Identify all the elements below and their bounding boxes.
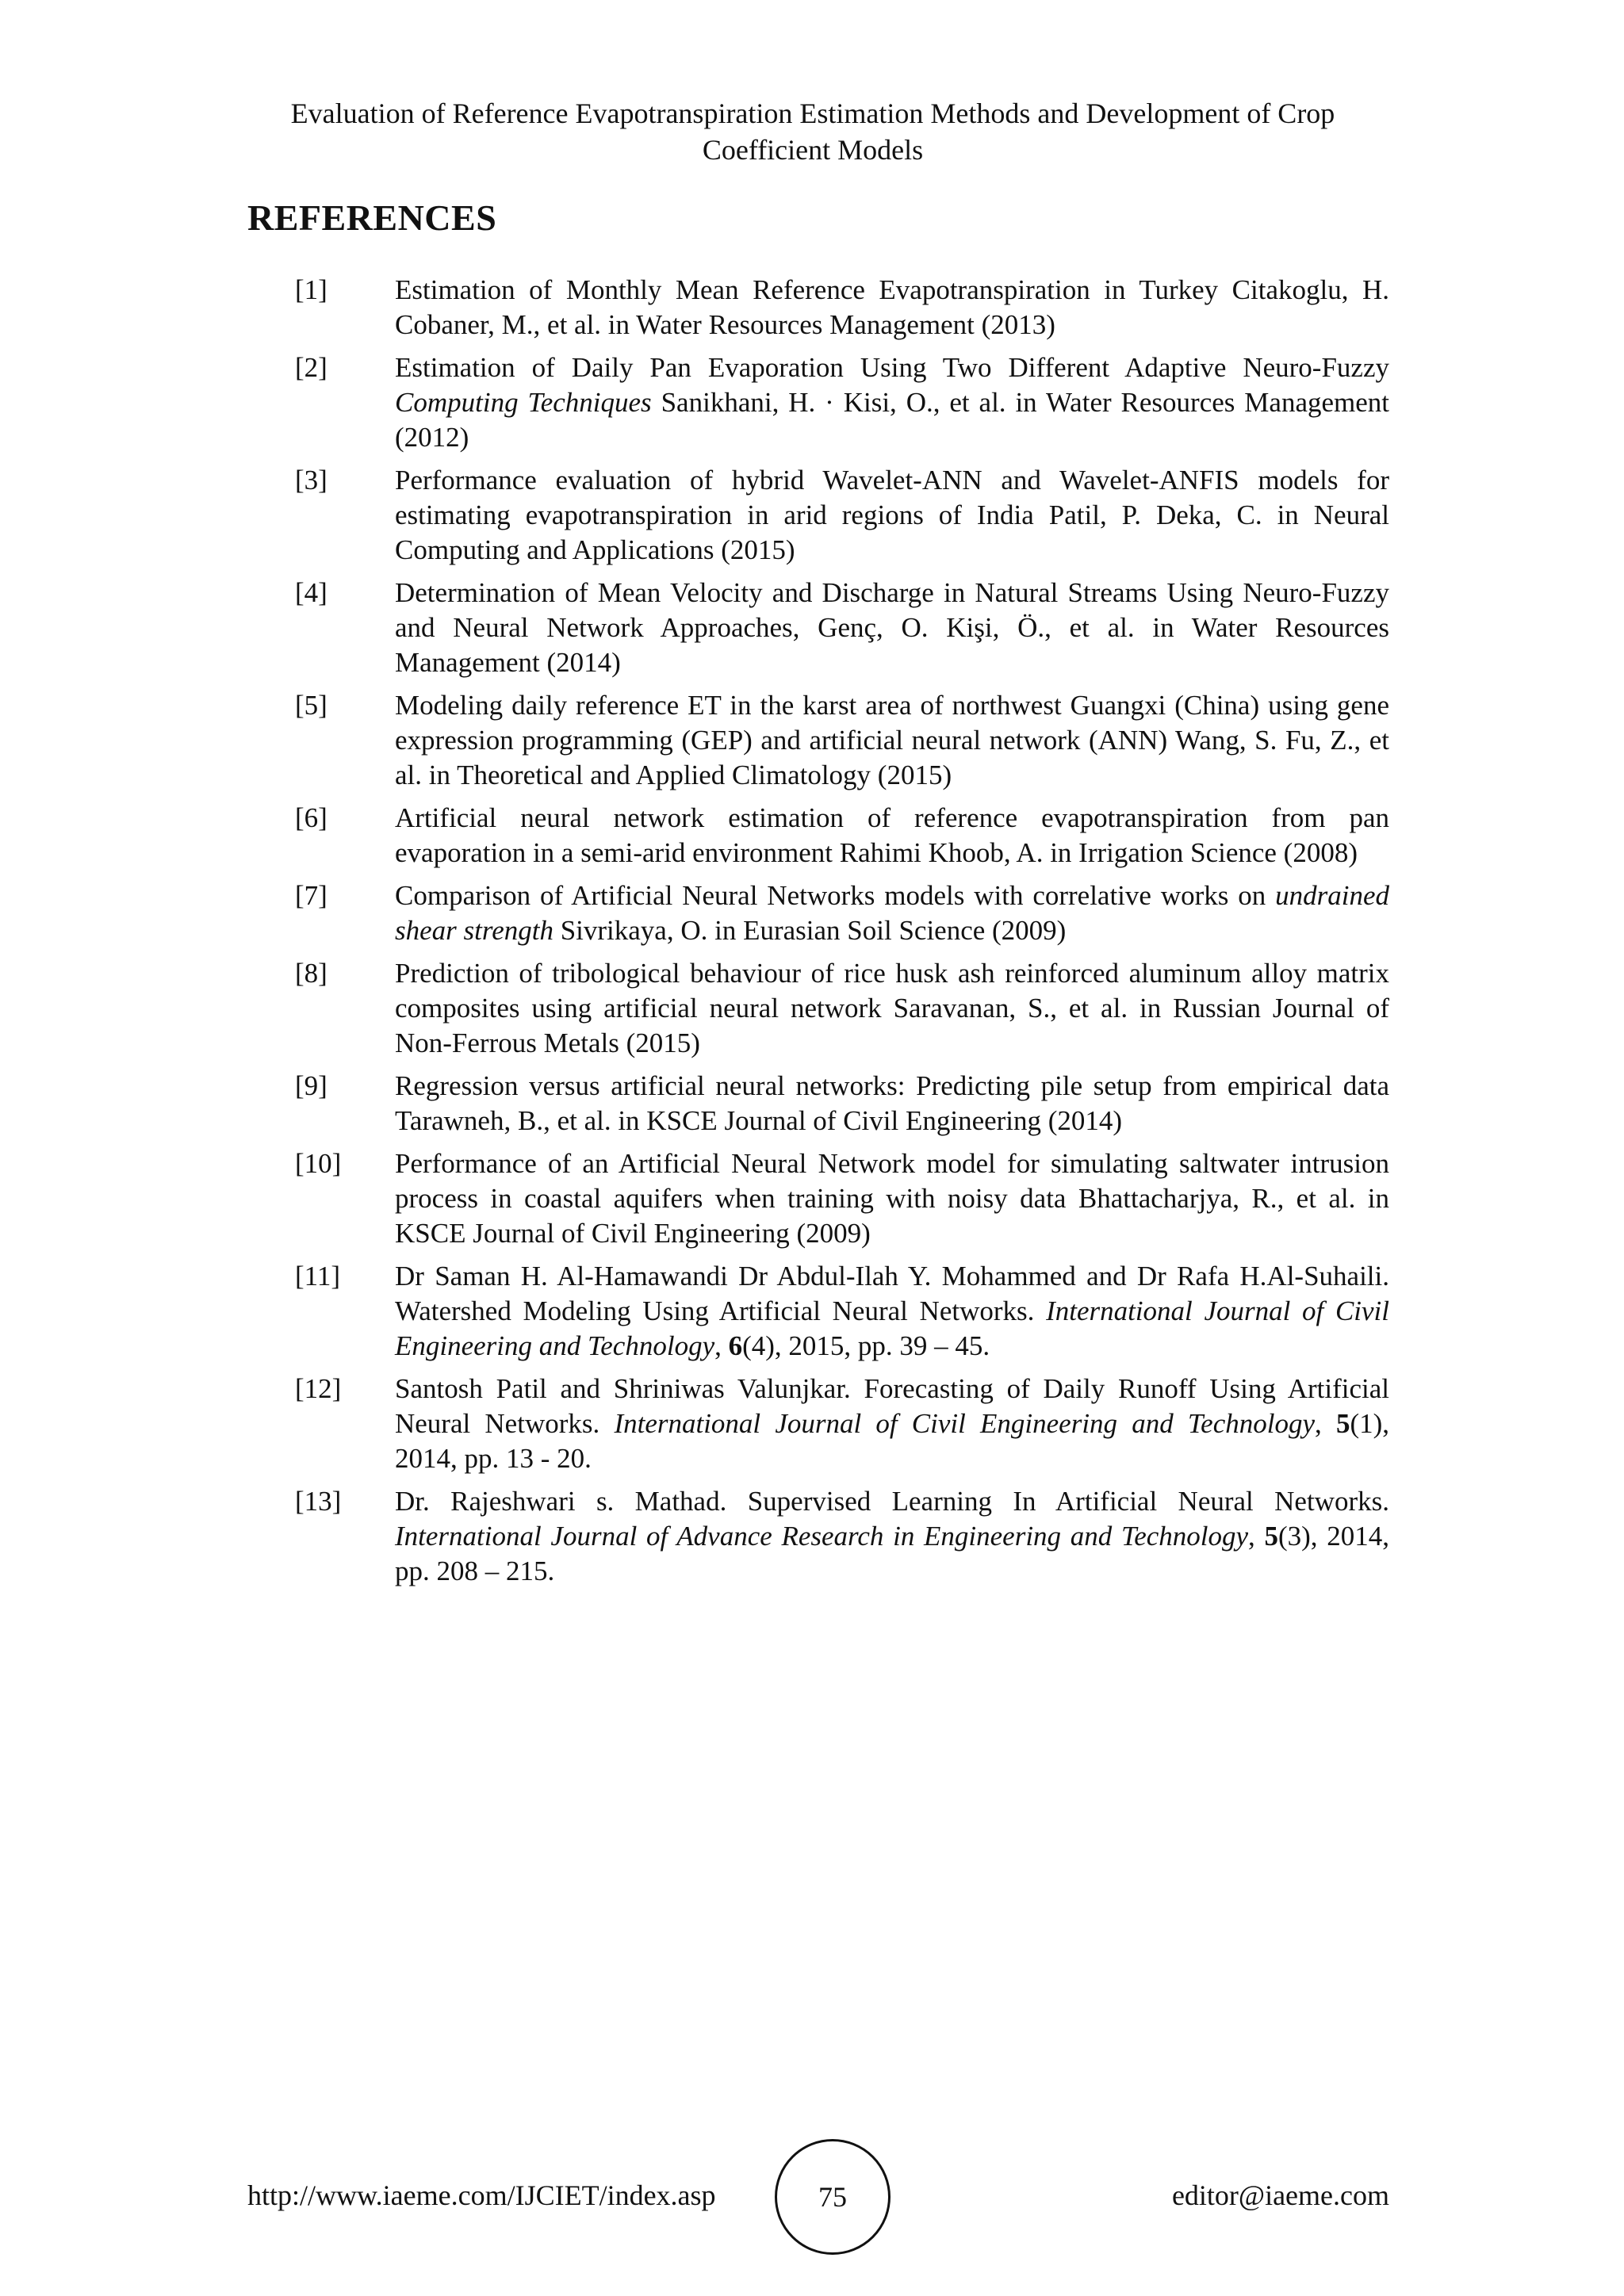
reference-segment: Artificial neural network estimation of reference evapotranspiration from pan evaporation in a semi-arid environment Rahimi Khoob, A. in Irrigation Science (2008) xyxy=(395,802,1389,868)
reference-item xyxy=(295,576,1389,680)
reference-text xyxy=(395,1484,1389,1589)
reference-segment: Santosh Patil and Shriniwas Valunjkar. Forecasting of Daily Runoff Using Artificial Neural Networks. xyxy=(395,1373,1389,1439)
reference-segment: Prediction of tribological behaviour of rice husk ash reinforced aluminum alloy matrix composites using artificial neural network Saravanan, S., et al. in Russian Journal of Non-Ferrous Metals (2015) xyxy=(395,958,1389,1058)
reference-text xyxy=(395,463,1389,568)
reference-item xyxy=(295,956,1389,1061)
reference-item xyxy=(295,350,1389,455)
reference-italic-segment: undrained shear strength xyxy=(395,880,1389,946)
running-header-line-2: Coefficient Models xyxy=(702,134,924,166)
reference-segment: Sivrikaya, O. in Eurasian Soil Science (2009) xyxy=(553,915,1067,946)
reference-italic-segment: International Journal of Civil Engineering and Technology xyxy=(614,1408,1316,1439)
reference-segment: Determination of Mean Velocity and Discharge in Natural Streams Using Neuro-Fuzzy and Neural Network Approaches, Genç, O. Kişi, Ö., et al. in Water Resources Management (2014) xyxy=(395,577,1389,678)
reference-text xyxy=(395,878,1389,948)
reference-bold-segment: 5 xyxy=(1264,1521,1278,1552)
reference-segment: Dr. Rajeshwari s. Mathad. Supervised Learning In Artificial Neural Networks. xyxy=(395,1486,1389,1517)
reference-segment: Regression versus artificial neural networks: Predicting pile setup from empirical data Tarawneh, B., et al. in KSCE Journal of Civil Engineering (2014) xyxy=(395,1070,1389,1136)
reference-number: [7] xyxy=(295,880,327,911)
running-header xyxy=(230,95,1396,168)
reference-segment: Estimation of Daily Pan Evaporation Using Two Different Adaptive Neuro-Fuzzy xyxy=(395,352,1389,383)
reference-text xyxy=(395,801,1389,871)
reference-number: [12] xyxy=(295,1373,342,1404)
reference-italic-segment: Computing Techniques xyxy=(395,387,652,418)
reference-item xyxy=(295,1259,1389,1364)
reference-text xyxy=(395,1069,1389,1138)
reference-item xyxy=(295,1484,1389,1589)
reference-segment: (1), 2014, pp. 13 - 20. xyxy=(395,1408,1390,1474)
reference-item xyxy=(295,801,1389,871)
reference-text xyxy=(395,688,1389,793)
reference-item xyxy=(295,1069,1389,1138)
reference-text xyxy=(395,956,1389,1061)
reference-italic-segment: International Journal of Advance Research in Engineering and Technology xyxy=(395,1521,1249,1552)
reference-number: [8] xyxy=(295,958,327,989)
footer-email[interactable]: editor@iaeme.com xyxy=(1171,2179,1389,2211)
reference-number: [3] xyxy=(295,465,327,496)
reference-text xyxy=(395,1146,1389,1251)
reference-number: [6] xyxy=(295,802,327,833)
reference-segment: , xyxy=(1315,1408,1336,1439)
reference-segment: (3), 2014, pp. 208 – 215. xyxy=(395,1521,1389,1586)
reference-segment: Estimation of Monthly Mean Reference Evapotranspiration in Turkey Citakoglu, H. Cobaner, M., et al. in Water Resources Management (2013) xyxy=(395,274,1389,340)
reference-list xyxy=(295,273,1389,1597)
references-heading: REFERENCES xyxy=(247,197,497,238)
reference-text xyxy=(395,576,1389,680)
reference-segment: Performance evaluation of hybrid Wavelet-ANN and Wavelet-ANFIS models for estimating evapotranspiration in arid regions of India Patil, P. Deka, C. in Neural Computing and Applications (2015) xyxy=(395,465,1389,565)
reference-item xyxy=(295,1372,1389,1476)
reference-text xyxy=(395,1372,1389,1476)
reference-number: [1] xyxy=(295,274,327,305)
reference-item xyxy=(295,1146,1389,1251)
reference-item xyxy=(295,463,1389,568)
reference-number: [10] xyxy=(295,1148,342,1179)
reference-number: [5] xyxy=(295,690,327,721)
reference-number: [11] xyxy=(295,1261,341,1292)
reference-segment: (4), 2015, pp. 39 – 45. xyxy=(742,1330,990,1361)
reference-segment: Performance of an Artificial Neural Network model for simulating saltwater intrusion process in coastal aquifers when training with noisy data Bhattacharjya, R., et al. in KSCE Journal of Civil Engineering (2009) xyxy=(395,1148,1389,1249)
reference-number: [4] xyxy=(295,577,327,608)
reference-bold-segment: 6 xyxy=(728,1330,743,1361)
reference-item xyxy=(295,878,1389,948)
reference-segment: , xyxy=(1248,1521,1265,1552)
running-header-line-1: Evaluation of Reference Evapotranspiration Estimation Methods and Development of Crop xyxy=(290,98,1335,129)
reference-text xyxy=(395,350,1389,455)
reference-text xyxy=(395,1259,1389,1364)
reference-item xyxy=(295,273,1389,342)
reference-number: [2] xyxy=(295,352,327,383)
reference-segment: , xyxy=(714,1330,729,1361)
reference-bold-segment: 5 xyxy=(1335,1408,1350,1439)
reference-segment: Dr Saman H. Al-Hamawandi Dr Abdul-Ilah Y. Mohammed and Dr Rafa H.Al-Suhaili. Watershed Modeling Using Artificial Neural Networks. xyxy=(395,1261,1389,1326)
page-number: 75 xyxy=(775,2139,891,2255)
reference-item xyxy=(295,688,1389,793)
reference-segment: Comparison of Artificial Neural Networks models with correlative works on xyxy=(395,880,1276,911)
reference-italic-segment: International Journal of Civil Engineering and Technology xyxy=(395,1295,1389,1361)
reference-segment: Modeling daily reference ET in the karst area of northwest Guangxi (China) using gene expression programming (GEP) and artificial neural network (ANN) Wang, S. Fu, Z., et al. in Theoretical and Applied Climatology (2015) xyxy=(395,690,1389,790)
reference-segment: Sanikhani, H. · Kisi, O., et al. in Water Resources Management (2012) xyxy=(395,387,1389,453)
footer-url[interactable]: http://www.iaeme.com/IJCIET/index.asp xyxy=(247,2179,716,2211)
reference-number: [13] xyxy=(295,1486,342,1517)
reference-number: [9] xyxy=(295,1070,327,1101)
reference-text xyxy=(395,273,1389,342)
